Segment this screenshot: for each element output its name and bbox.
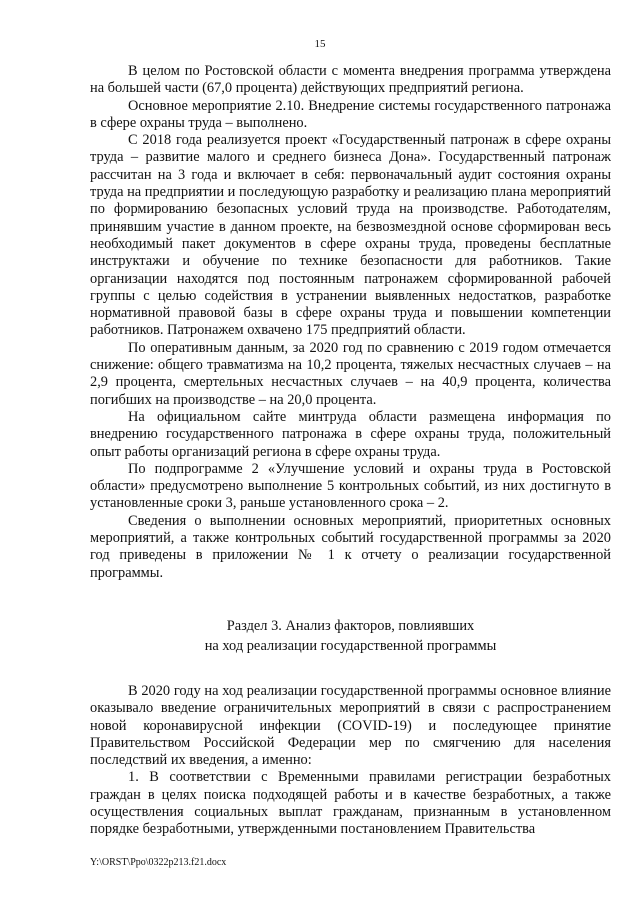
section-heading-line-1: Раздел 3. Анализ факторов, повлиявших bbox=[226, 617, 475, 634]
paragraph-patronage-project: С 2018 года реализуется проект «Государственный патронаж в сфере охраны труда – развитие малого и среднего бизнеса Дона». Государственный патронаж рассчитан на 3 года и включает в себя: первоначальный аудит состояния охраны труда на предприятии и последующую разработку и реализацию плана мероприятий по формированию безопасных условий труда на производстве. Работодателям, принявшим участие в данном проекте, на безвозмездной основе сформирован весь необходимый пакет документов в сфере охраны труда, проведены бесплатные инструктажи и обучение по технике безопасности для работников. Такие организации находятся под постоянным патронажем сформированной рабочей группы с целью содействия в устранении выявленных недостатков, разработке нормативной правовой базы в сфере охраны труда и повышении компетенции работников. Патронажем охвачено 175 предприятий области. bbox=[90, 132, 611, 339]
paragraph-website-info: На официальном сайте минтруда области размещена информация по внедрению государственного патронажа в сфере охраны труда, положительный опыт работы организаций региона в сфере охраны труда. bbox=[90, 408, 611, 460]
section-heading-line-2: на ход реализации государственной программы bbox=[204, 637, 497, 654]
paragraph-activity-2-10: Основное мероприятие 2.10. Внедрение системы государственного патронажа в сфере охраны труда – выполнено. bbox=[90, 97, 611, 131]
section-3-heading bbox=[90, 616, 611, 656]
page-number: 15 bbox=[314, 38, 326, 50]
footer-file-path: Y:\ORST\Ppo\0322p213.f21.docx bbox=[90, 857, 227, 868]
paragraph-subprogram-2: По подпрограмме 2 «Улучшение условий и охраны труда в Ростовской области» предусмотрено выполнение 5 контрольных событий, из них достигнуто в установленные сроки 3, раньше установленного срока – 2. bbox=[90, 460, 611, 512]
document-body bbox=[90, 63, 611, 839]
paragraph-covid-influence: В 2020 году на ход реализации государственной программы основное влияние оказывало введение ограничительных мероприятий в связи с распространением новой коронавирусной инфекции (COVID-19) и последующее принятие Правительством Российской Федерации мер по смягчению для населения последствий их введения, а именно: bbox=[90, 682, 611, 769]
paragraph-appendix-reference: Сведения о выполнении основных мероприятий, приоритетных основных мероприятий, а также контрольных событий государственной программы за 2020 год приведены в приложении № 1 к отчету о реализации государственной программы. bbox=[90, 512, 611, 581]
paragraph-item-1: 1. В соответствии с Временными правилами регистрации безработных граждан в целях поиска подходящей работы и в качестве безработных, а также осуществления социальных выплат гражданам, признанным в установленном порядке безработными, утвержденными постановлением Правительства bbox=[90, 769, 611, 838]
paragraph-program-coverage: В целом по Ростовской области с момента внедрения программа утверждена на большей части (67,0 процента) действующих предприятий региона. bbox=[90, 63, 611, 97]
paragraph-injury-statistics: По оперативным данным, за 2020 год по сравнению с 2019 годом отмечается снижение: общего травматизма на 10,2 процента, тяжелых несчастных случаев – на 2,9 процента, смертельных несчастных случаев – на 40,9 процента, количества погибших на производстве – на 20,0 процента. bbox=[90, 339, 611, 408]
